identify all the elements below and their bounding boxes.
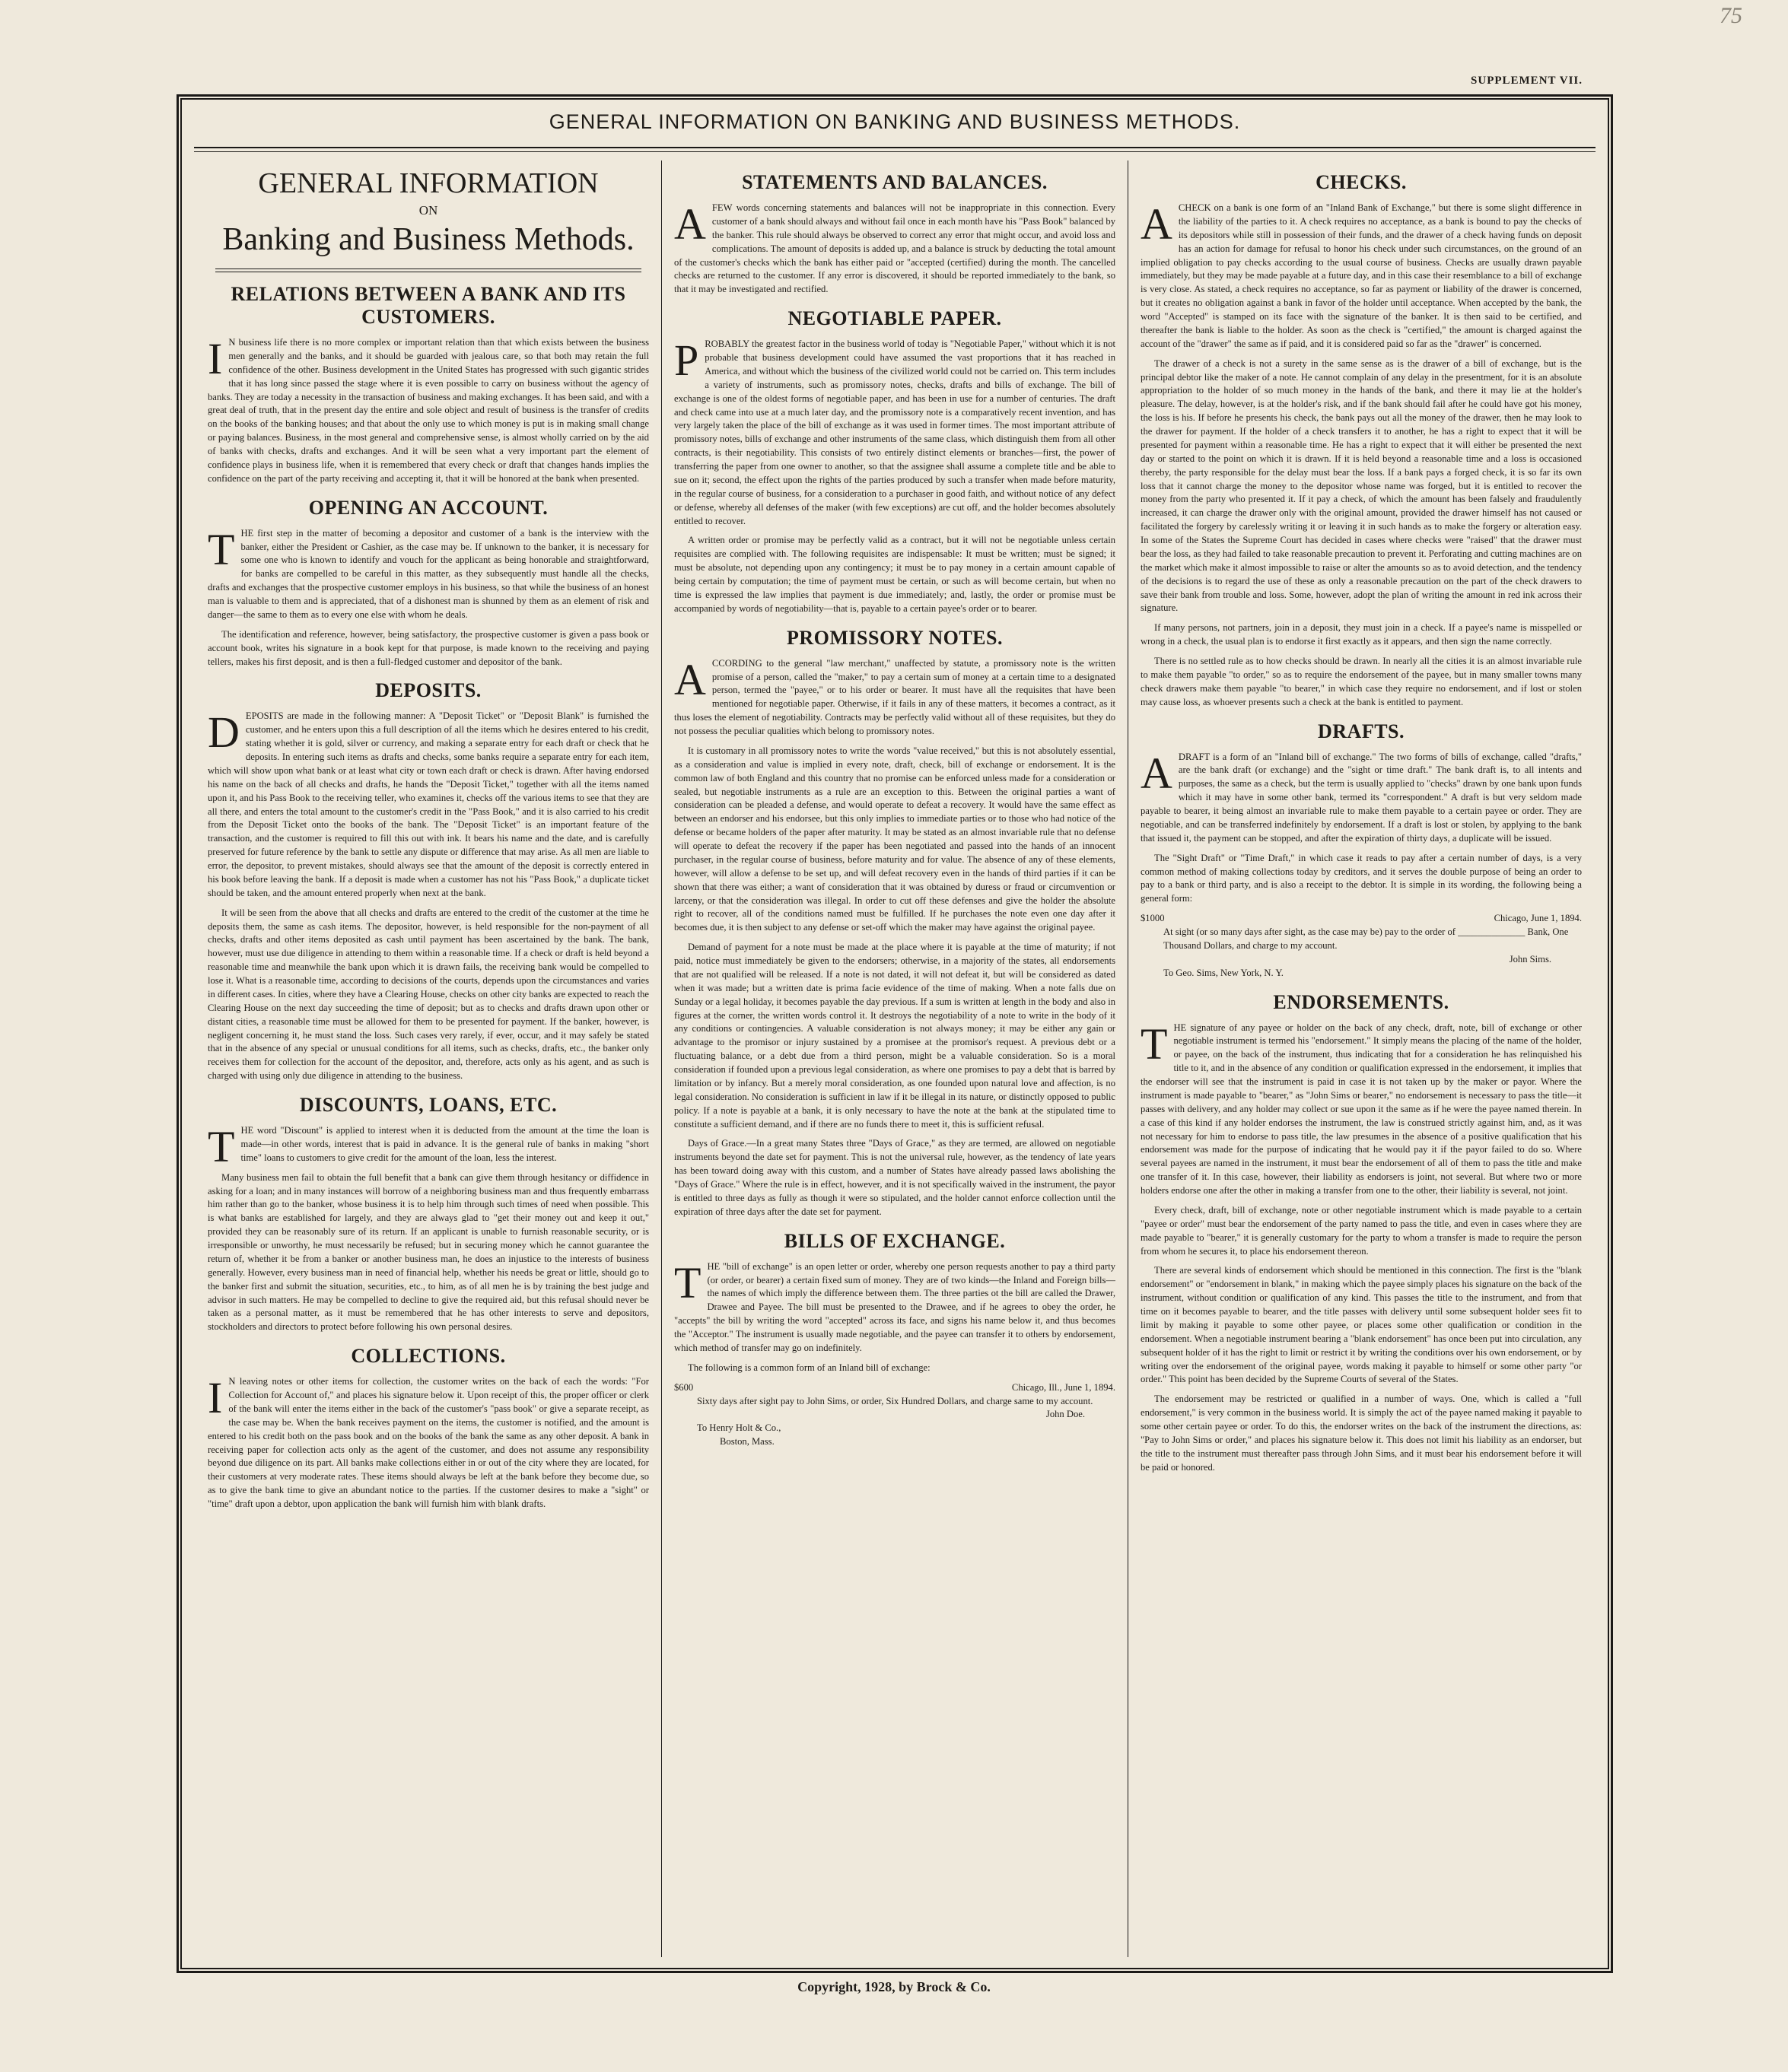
drop-cap: A <box>1141 748 1172 798</box>
section-paragraph: ACCORDING to the general "law merchant," unaffected by statute, a promissory note is the written promise of a person, called the "maker," to pay a certain sum of money at a certain time to a designated person, termed the "payee," or to his order or bearer. It must have all the requisites that have been mentioned for negotiable paper. Otherwise, if it fails in any of these matters, it becomes a contract, as it thus loses the element of negotiability. Contracts may be perfectly valid without all of these requisites, but they do not possess the peculiar qualities which belong to promissory notes. <box>674 654 1115 736</box>
section-paragraph: ADRAFT is a form of an "Inland bill of exchange." The two forms of bills of exchange, called "drafts," are the bank draft (or exchange) and the "sight or time draft." The bank draft is, to all intents and purposes, the same as a check, but the term is usually applied to "checks" drawn by one bank upon funds which it may have in some other bank, termed its "correspondent." A draft is but very seldom made payable to bearer, it being almost an invariable rule to make them payable to a certain payee or order. They are negotiable, and can be transferred indefinitely by endorsement. If a draft is lost or stolen, by applying to the bank that issued it, the payment can be stopped, and after the expiration of thirty days, a duplicate will be issued. <box>1141 748 1582 844</box>
bill-form <box>674 1381 1115 1449</box>
form-addressee: To Henry Holt & Co., <box>697 1422 781 1434</box>
drop-cap: I <box>208 1373 223 1423</box>
section-paragraph: Demand of payment for a note must be made at the place where it is payable at the time of maturity; if not paid, notice must immediately be given to the endorsers; otherwise, in a majority of the states, all endorsements that are not qualified will be released. If a note is not dated, it will not defeat it, but will be considered as dated when it was made; but a written date is prima facie evidence of the time of making. When a note falls due on Sunday or a legal holiday, it becomes payable the day previous. If a sum is written at length in the body and also in figures at the corner, the written words control it. It destroys the negotiability of a note to write in the body of it any conditions or contingencies. A valuable consideration is not always money; it may be either any gain or advantage to the promisor or injury sustained by a promisee at the promisor's request. A previous debt or a fluctuating balance, or a debt due from a third person, might be a valuable consideration. So is a moral consideration if founded upon a previous legal consideration, as where one promises to pay a debt that is barred by limitation or by infancy. But a merely moral consideration, as one founded upon natural love and affection, is no legal consideration. No consideration is sufficient in law if it be illegal in its nature, or distinctly opposed to public policy. If a note is payable at a bank, it is only necessary to have the note at the bank at the stipulated time to constitute a sufficient demand, and if there are no funds there to meet it, this is sufficient refusal. <box>674 942 1115 1130</box>
section-title-checks: CHECKS. <box>1316 171 1407 193</box>
section-paragraph: I N business life there is no more complex or important relation than that which exists between the business men generally and the banks, and it should be guarded with jealous care, so that both may retain the full confidence of the other. Business development in the United States has progressed with such gigantic strides that it has long since passed the stage where it is even possible to carry on business without the agency of banks. They are today a necessity in the transaction of business and making exchanges. It has been said, and with a great deal of truth, that in the present day the entire and sole object and result of business is the transfer of credits on the books of the banking houses; and that about the only use to which money is put is in making small change or paying balances. Business, in the most general and comprehensive sense, is almost wholly carried on by the aid of banks with checks, drafts and exchanges. And it will be seen what a very important part the element of confidence plays in business life, when it is remembered that every check or draft that changes hands implies the confidence on the part of the party receiving and accepting it, that it will be honored at the bank when presented. <box>208 334 649 484</box>
section-title-discounts: DISCOUNTS, LOANS, ETC. <box>299 1094 558 1116</box>
section-paragraph: It will be seen from the above that all checks and drafts are entered to the credit of the customer at the time he deposits them, the same as cash items. The depositor, however, is held responsible for the non-payment of all checks, drafts and other items deposited as cash until payment has been ascertained by the bank. The bank, however, must use due diligence in attending to them within a reasonable time. If a check or draft is held beyond a reasonable time and meanwhile the bank upon which it is drawn fails, the receiving bank would be compelled to lose it. What is a reasonable time, according to decisions of the courts, depends upon the circumstances and varies in different cases. In cities, where they have a Clearing House, checks on other city banks are expected to reach the Clearing House on the next day succeeding the time of deposit; but as to checks and drafts drawn upon other or distant cities, a reasonable time must be allowed for them to be presented for payment. If the banker, however, is negligent concerning it, he must stand the loss. Such cases very rarely, if ever, occur, and it may safely be stated that in the absence of any special or unusual conditions for all items, such as checks, drafts, etc., the banker only receives them for collection for the account of the depositor, and, therefore, acts only as his agent, and as such is charged with using only due diligence in attending to the business. <box>208 907 649 1082</box>
section-paragraph: THE "bill of exchange" is an open letter or order, whereby one person requests another to pay a third party (or order, or bearer) a certain fixed sum of money. They are of two kinds—the Inland and Foreign bills—the names of which imply the difference between them. The three parties ot the bill are called the Drawer, Drawee and Payee. The bill must be presented to the Drawee, and if he agrees to obey the order, he "accepts" the bill by writing the word "accepted" across its face, and signs his name below it, and thus becomes the "Acceptor." The instrument is usually made negotiable, and the payee can transfer it to others by endorsement, which method of transfer may go on indefinitely. <box>674 1257 1115 1353</box>
section-title-statements: STATEMENTS AND BALANCES. <box>742 171 1048 193</box>
drop-cap: P <box>674 335 699 386</box>
title-rule <box>215 269 641 272</box>
drop-cap: A <box>1141 199 1172 249</box>
main-title-on: ON <box>418 203 438 218</box>
supplement-label: SUPPLEMENT VII. <box>1471 75 1583 87</box>
drop-cap: D <box>208 707 240 758</box>
drop-cap: A <box>674 654 706 704</box>
section-paragraph: Every check, draft, bill of exchange, note or other negotiable instrument which is made payable to a certain "payee or order" must bear the endorsement of the party named to pass the title, and even in cases where they are made payable to "bearer," it is generally customary for the party to whom a transfer is made to require the person from whom he secures it, to place his endorsement thereon. <box>1141 1204 1582 1257</box>
form-city: Boston, Mass. <box>720 1436 775 1448</box>
columns <box>196 160 1594 1957</box>
page-frame <box>177 94 1613 1973</box>
section-title-relations: RELATIONS BETWEEN A BANK AND ITS CUSTOMERS. <box>231 283 626 328</box>
column-left <box>196 160 661 1957</box>
section-paragraph: The drawer of a check is not a surety in the same sense as is the drawer of a bill of exchange, but is the principal debtor like the maker of a note. He cannot complain of any delay in the presentment, for it is an absolute appropriation to the holder of so much money in the hands of the bank, and there it may lie at the holder's pleasure. The delay, however, is at the holder's risk, and if the bank should fail after he could have got his money, the loss is his. If before he presents his check, the bank pays out all the money of the drawer, then he may look to the drawer for payment. If the holder of a check transfers it to another, he has a right to expect that it will be presented for payment within a reasonable time. He has a right to expect that it will either be presented the next day or started to the point on which it is drawn. If it is held beyond a reasonable time and a loss is occasioned thereby, the party responsible for the delay must bear the loss. If a bank pays a forged check, it is so far its own loss that it cannot charge the money to the depositor whose name was forged, but it is entitled to recover the money from the party who presented it. If it pay a check, of which the amount has been falsely and fraudulently increased, it can charge the drawer only with the original amount, provided the drawer himself has not caused or facilitated the forgery by carelessly writing it or leaving it in such hands as to make the forgery or alteration easy. In some of the States the Supreme Court has decided in cases where checks were "raised" that the drawer must bear the loss, as they had failed to take reasonable precaution to prevent it. Perforating and cutting machines are on the market which make it almost impossible to raise or alter the amounts so as to avoid detection, and the tendency of the decisions is to regard the use of these as only a reasonable precaution on the part of the check drawers to save their bank from trouble and loss. Some, however, adopt the plan of writing the amount in red ink across their signature. <box>1141 358 1582 614</box>
form-amount: $600 <box>674 1381 694 1393</box>
section-title-drafts: DRAFTS. <box>1317 720 1405 742</box>
form-date: Chicago, Ill., June 1, 1894. <box>1011 1381 1115 1393</box>
section-title-negotiable: NEGOTIABLE PAPER. <box>787 307 1002 330</box>
section-paragraph: The identification and reference, however, being satisfactory, the prospective customer is given a pass book or account book, writes his signature in a book kept for that purpose, is made known to the receiving and paying tellers, makes his first deposit, and is then a full-fledged customer and depositor of the bank. <box>208 628 649 667</box>
form-date: Chicago, June 1, 1894. <box>1494 913 1582 924</box>
section-paragraph: A written order or promise may be perfectly valid as a contract, but it will not be negotiable unless certain requisites are complied with. The following requisites are indispensable: It must be written; must be signed; it must be absolute, not depending upon any contingency; it must be to pay money in a certain amount capable of being certain by computation; the time of payment must be certain, or such as will become certain, but when no time is expressed the law implies that payment is due immediately; and, lastly, the order or promise must be accompanied by words of negotiability—that is, payable to a certain payee's order or to bearer. <box>674 535 1115 614</box>
section-paragraph: Many business men fail to obtain the full benefit that a bank can give them through hesitancy or diffidence in asking for a loan; and in many instances will borrow of a neighboring business man and thus frequently embarrass him rather than go to the banker, whose business it is to help him through such times of need when possible. This is what banks are established for largely, and they are always glad to "get their money out and keep it out," provided they can be reasonably sure of its return. If an applicant is unable to furnish reasonable security, or is irresponsible or unworthy, he must necessarily be refused; but in securing money which he cannot guarantee the return of, whether it be from a banker or another business man, he does an injustice to the interests of business generally. However, every business man in need of financial help, whether his needs be great or little, should go to the banker first and submit the situation, securities, etc., to him, as of all men he is by training the best judge and advisor in such matters. He may be compelled to decline to give the required aid, but this refusal should never be taken as a personal matter, as it must be remembered that he has other interests to serve and depositors, stockholders and directors to protect before following his own personal desires. <box>208 1171 649 1333</box>
drop-cap: A <box>674 199 706 249</box>
drop-cap: I <box>208 334 223 383</box>
banner-rule-thin <box>194 151 1596 152</box>
column-right <box>1128 160 1594 1957</box>
section-paragraph: THE word "Discount" is applied to interest when it is deducted from the amount at the time the loan is made—in other words, interest that is paid in advance. It is the general rule of banks in making "short time" loans to customers to give credit for the amount of the loan, less the interest. <box>208 1122 649 1171</box>
form-body: Sixty days after sight pay to John Sims, or order, Six Hundred Dollars, and charge same to my account. <box>697 1395 1093 1406</box>
form-addressee: To Geo. Sims, New York, N. Y. <box>1163 967 1284 978</box>
page-number: 75 <box>1720 3 1742 28</box>
section-title-endorsements: ENDORSEMENTS. <box>1273 990 1449 1013</box>
section-paragraph: The following is a common form of an Inland bill of exchange: <box>688 1362 931 1373</box>
section-paragraph: THE first step in the matter of becoming a depositor and customer of a bank is the interview with the banker, either the President or Cashier, as the case may be. If unknown to the banker, it is necessary for some one who is known to identify and vouch for the applicant as being honorable and straightforward, for banks are compelled to be careful in this matter, as they subsequently must handle all the checks, drafts and exchanges that the prospective customer employs in his business, so that while the business of an honest man is valuable to them and is appreciated, that of a dishonest man is shunned by them as an element of risk and danger—the same to them as to every one else with whom he deals. <box>208 524 649 620</box>
main-subtitle: Banking and Business Methods. <box>222 222 635 257</box>
section-paragraph: THE signature of any payee or holder on the back of any check, draft, note, bill of exchange or other negotiable instrument is termed his "endorsement." It simply means the placing of the name of the holder, or payee, on the back of the instrument, thus indicating that for a consideration he has relinquished his title to it, and in the absence of any condition or qualification expressed in the endorsement, it implies that the endorser will see that the instrument is paid in case it is not taken up by the maker or payor. Where the instrument is made payable to "bearer," as "John Sims or bearer," no endorsement is necessary to pass the title—it passes with delivery, and any holder may collect or sue upon it the same as if he were the payee named therein. In a case of this kind if any holder endorses the instrument, the law is construed strictly against him, and, as it was not necessary for him to endorse to pass title, the law presumes in the absence of a positive qualification that his endorsement was made for the purpose of indicating that he would pay it if the payor failed to do so. Where several payees are named in the instrument, it must bear the endorsement of all of them to pass the title and make one transfer of it. In this case, however, their liability as endorsers is joint, not several. But where two or more holders endorse one after the other in making a transfer from one to the other, their liability is several, not joint. <box>1141 1019 1582 1196</box>
section-paragraph: There are several kinds of endorsement which should be mentioned in this connection. The first is the "blank endorsement" or "endorsement in blank," in making which the payee simply places his signature on the back of the instrument, without condition or qualification of any kind. This passes the title to the instrument, and from that time on it becomes payable to bearer, and the title passes with delivery until some subsequent holder sees fit to limit by making it payable to some other payee, or places some other qualification or condition in the endorsement. When a negotiable instrument bearing a "blank endorsement" has once been put into circulation, any subsequent holder of it has the right to limit or restrict it by writing the conditions over his own endorsement, or by writing over the endorsement of the original payee, words making it payable to himself or some other party "or order." This point has been decided by the Supreme Courts of several of the States. <box>1141 1265 1582 1385</box>
section-paragraph: I N leaving notes or other items for collection, the customer writes on the back of each the words: "For Collection for Account of," and places his signature below it. Upon receipt of this, the proper officer or clerk of the bank will enter the items either in the back of the customer's "pass book" or give a separate receipt, as the case may be. When the bank receives payment on the items, the customer is notified, and the amount is entered to his credit both on the pass book and on the books of the bank the same as any other deposit. A bank in receiving paper for collection acts only as the agent of the customer, and does not assume any responsibility beyond due diligence on its part. All banks make collections either in or out of the city where they are located, for their customers at very moderate rates. These items should always be left at the bank before they become due, so as to give the bank time to give an abundant notice to the parties. If the customer desires to make a "sight" or "time" draft upon a debtor, upon application the bank will furnish him with blank drafts. <box>208 1373 649 1509</box>
drop-cap: T <box>1141 1019 1168 1069</box>
banner-title: GENERAL INFORMATION ON BANKING AND BUSINESS METHODS. <box>549 110 1241 133</box>
section-paragraph: The "Sight Draft" or "Time Draft," in which case it reads to pay after a certain number of days, is a very common method of making collections today by creditors, and it serves the double purpose of being an order to pay to a bank or third party, and is also a receipt to the debtor. It is simple in its wording, the following being a general form: <box>1141 852 1582 904</box>
form-signature: John Doe. <box>1045 1409 1085 1420</box>
section-paragraph: AFEW words concerning statements and balances will not be inappropriate in this connection. Every customer of a bank should always and without fail once in each month have his "Pass Book" balanced by the banker. This rule should always be observed to correct any error that might occur, and avoid loss and complications. The amount of deposits is added up, and a balance is struck by deducting the total amount of the customer's checks which the bank has either paid or "accepted (certified) during the month. The cancelled checks are returned to the customer. If any error is discovered, it should be reported immediately to the bank, so that it may be investigated and rectified. <box>674 199 1115 295</box>
section-paragraph: PROBABLY the greatest factor in the business world of today is "Negotiable Paper," without which it is not probable that business development could have assumed the vast proportions that it has reached in America, and without which the business of the civilized world could not be carried on. This term includes a variety of instruments, such as promissory notes, checks, drafts and bills of exchange. The bill of exchange is one of the oldest forms of negotiable paper, and has been in use for a number of centuries. The draft and check came into use at a much later day, and the promissory note is a comparatively recent invention, and has very largely taken the place of the bill of exchange as it was used in former times. The most important attribute of promissory notes, bills of exchange and other instruments of the same class, which distinguish them from all other contracts, is their negotiability. This consists of two entirely distinct elements or branches—first, the power of transferring the paper from one owner to another, so that the assignee shall assume a complete title and be able to sue on it; second, the effect upon the rights of the parties produced by such a transfer when made before maturity, in the regular course of business, for a consideration to a purchaser in good faith, and without notice of any defect or defense, whereby all defenses of the maker (with few exceptions) are cut off, and the holder becomes absolutely entitled to recover. <box>674 335 1115 526</box>
column-middle <box>661 160 1128 1957</box>
main-title: GENERAL INFORMATION <box>258 167 599 199</box>
drop-cap: T <box>208 524 235 574</box>
form-amount: $1000 <box>1141 913 1165 924</box>
section-paragraph: Days of Grace.—In a great many States three "Days of Grace," as they are termed, are allowed on negotiable instruments beyond the date set for payment. This is not the universal rule, however, as the tendency of late years has been toward doing away with this custom, and a number of States have already passed laws abolishing the "Days of Grace." Where the rule is in effect, however, and it is not specifically waived in the instrument, the payor is entitled to three days as fully as though it were so stipulated, and the holder cannot enforce collection until the expiration of three days after the date set for payment. <box>674 1138 1115 1217</box>
banner-rule <box>194 147 1596 148</box>
drop-cap: T <box>674 1257 702 1308</box>
section-title-collections: COLLECTIONS. <box>351 1345 506 1368</box>
form-signature: John Sims. <box>1509 953 1551 964</box>
copyright-footer: Copyright, 1928, by Brock & Co. <box>797 1979 991 1994</box>
section-title-bills: BILLS OF EXCHANGE. <box>784 1229 1006 1252</box>
section-paragraph: If many persons, not partners, join in a deposit, they must join in a check. If a payee's name is misspelled or wrong in a check, the usual plan is to endorse it first exactly as it appears, and then sign the name correctly. <box>1141 622 1582 647</box>
section-paragraph: The endorsement may be restricted or qualified in a number of ways. One, which is called a "full endorsement," is very common in the business world. It is simply the act of the payee named making it payable to some other certain payee or order. To do this, the endorser writes on the back of the instrument the directions, as: "Pay to John Sims or order," and places his signature below it. This does not limit his liability as an endorser, but the title to the instrument must thereafter pass through John Sims, and it must bear his endorsement before it will be paid or honored. <box>1141 1394 1582 1473</box>
section-paragraph: There is no settled rule as to how checks should be drawn. In nearly all the cities it is an almost invariable rule to make them payable "to order," so as to require the endorsement of the payee, but in many smaller towns many check drawers make them payable "to bearer," in which case they require no endorsement, and if lost or stolen may cause loss, as whoever presents such a check at the bank is entitled to payment. <box>1141 656 1582 707</box>
section-paragraph: It is customary in all promissory notes to write the words "value received," but this is not absolutely essential, as a consideration and value is implied in every note, draft, check, bill of exchange or endorsement. It is the common law of both England and this country that no promise can be enforced unless made for a consideration or sealed, but negotiable instruments as a rule are an exception to this. Between the original parties a want of consideration can be pleaded a defense, and would operate to defeat a recovery. It would have the same effect as between an endorser and his endorsee, but this only implies to immediate parties or to those who had notice of the defense or became holders of the paper after maturity. It may be stated as an almost invariable rule that no defense will operate to defeat the recovery if the paper has been negotiated and passed into the hands of an innocent purchaser, in the regular course of business, before maturity and for value. The absence of any of these elements, however, will allow a defense to be set up, and will defeat recovery even in the hands of third parties if it can be shown that there was either; a want of consideration that it was obtained by duress or fraud or circumvention or larceny, or that the consideration was illegal. In order to cut off these defenses and give the holder the absolute right to recover, all of the conditions named must be fulfilled. If he purchases the note even one day after it becomes due, it is then subject to any defense or set-off which the maker may have against the original payee. <box>674 745 1115 933</box>
draft-form <box>1141 912 1582 980</box>
form-body: At sight (or so many days after sight, as the case may be) pay to the order of ______________ Bank, One Thousand Dollars, and charge to my account. <box>1163 926 1569 951</box>
drop-cap: T <box>208 1122 235 1171</box>
section-title-deposits: DEPOSITS. <box>375 679 482 702</box>
section-paragraph: ACHECK on a bank is one form of an "Inland Bank of Exchange," but there is some slight difference in the liability of the parties to it. A check requires no acceptance, as a bank is bound to pay the checks of its depositors while still in possession of their funds, and the drawer of a check having funds on deposit has an action for damage for refusal to honor his check under such circumstances, on the ground of an implied obligation to pay checks according to the usual course of business. Checks are usually drawn payable immediately, but they may be made payable at a future day, and in this case their resemblance to a bill of exchange is very close. As stated, a check requires no acceptance, so far as payment or liability of the drawer is concerned, but it creates no obligation against a bank in favor of the holder until acceptance. When accepted by the bank, the word "Accepted" is stamped on its face with the signature of the banker. It is then said to be certified, and thereafter the bank is liable to the holder. As soon as the check is "certified," the amount is charged against the account of the "drawer" the same as if paid, and it is considered paid so far as the "drawer" is concerned. <box>1141 199 1582 349</box>
section-title-promissory: PROMISSORY NOTES. <box>786 626 1003 649</box>
section-paragraph: DEPOSITS are made in the following manner: A "Deposit Ticket" or "Deposit Blank" is furnished the customer, and he enters upon this a full description of all the items which he desires entered to his credit, stating whether it is gold, silver or currency, and making a separate entry for each draft or check that he deposits. In entering such items as drafts and checks, some banks require a separate entry for each item, which will show upon what bank or at least what city or town each draft or check is drawn. After having endorsed his name on the back of all checks and drafts, he hands the "Deposit Ticket," together with all the items named upon it, and his Pass Book to the receiving teller, who examines it, checks off the various items to see that they are all there, and enters the total amount to the customer's credit in the "Pass Book," and it is also carried to his credit from the Deposit Ticket onto the books of the bank. The "Deposit Ticket" is an important feature of the transaction, and the customer is required to fill this out with ink. It bears his name and the date, and is carefully preserved for future reference by the bank to settle any dispute or difference that may arise. As all men are liable to error, the depositor, to prevent mistakes, should always see that the amount of the deposit is correctly entered in his book before leaving the bank. If a deposit is made when a customer has not his "Pass Book," a duplicate ticket should be taken, and the amount entered properly when next at the bank. <box>208 707 649 898</box>
section-title-opening: OPENING AN ACCOUNT. <box>308 496 549 519</box>
